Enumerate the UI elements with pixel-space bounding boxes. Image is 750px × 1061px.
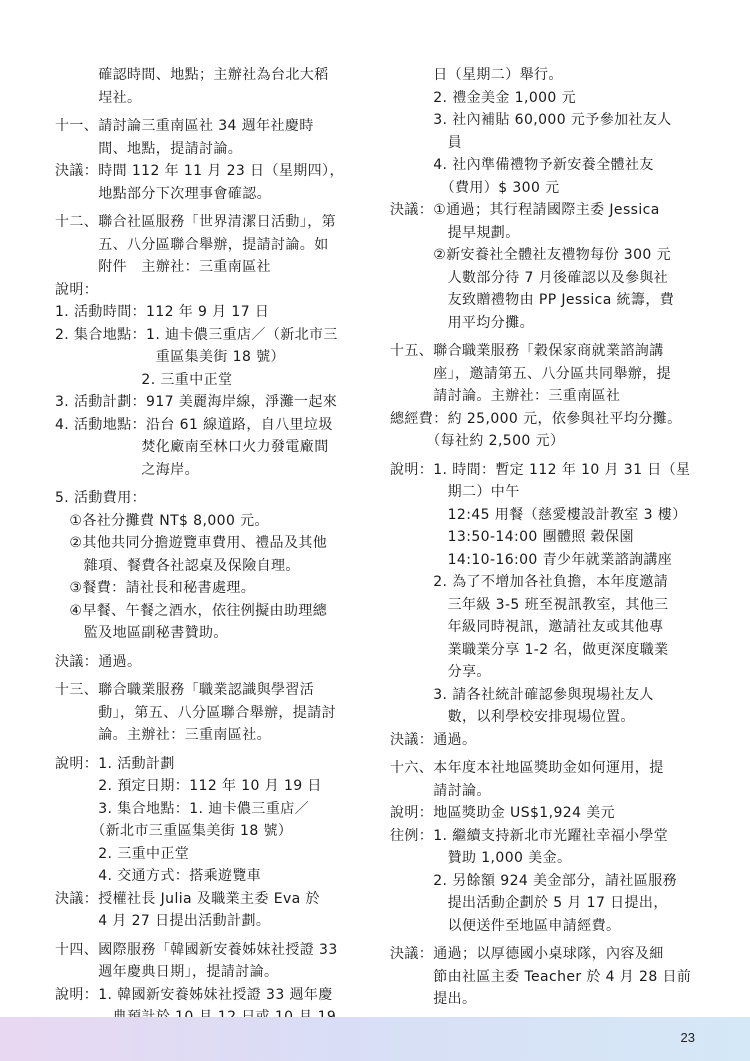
right-text-line: 以便送件至地區申請經費。 xyxy=(390,917,621,934)
right-text-line: ②新安養社全體社友禮物每份 300 元 xyxy=(390,247,671,263)
left-text-line: 4. 活動地點：沿台 61 線道路，自八里垃圾 xyxy=(55,416,333,433)
right-text-line: 提出活動企劃於 5 月 17 日提出， xyxy=(390,895,668,911)
right-text-line: 三年級 3-5 班至視訊教室，其他三 xyxy=(390,596,669,613)
right-text-line: 決議：通過。 xyxy=(390,731,477,748)
left-text-line: 說明：1. 韓國新安養姊妹社授證 33 週年慶 xyxy=(55,986,333,1003)
left-text-line: 論。主辦社：三重南區社。 xyxy=(55,727,271,743)
right-text-line: 期二）中午 xyxy=(390,484,520,500)
left-text-line: ①各社分攤費 NT$ 8,000 元。 xyxy=(55,512,269,529)
left-text-line: 4. 交通方式：搭乘遊覽車 xyxy=(55,868,262,884)
right-text-line: 4. 社內準備禮物予新安養全體社友 xyxy=(390,157,654,173)
right-text-line: 總經費：約 25,000 元，依參與社平均分攤。 xyxy=(390,410,682,427)
right-text-line: 數，以利學校安排現場位置。 xyxy=(390,709,635,725)
left-text-line: 1. 活動時間：112 年 9 月 17 日 xyxy=(55,304,270,320)
left-text-line: ④早餐、午餐之酒水，依往例擬由助理總 xyxy=(55,602,328,619)
left-text-line: 5. 活動費用： xyxy=(55,490,147,506)
right-text-line: 年級同時視訊，邀請社友或其他專 xyxy=(390,619,664,635)
right-text-line: 十五、聯合職業服務「穀保家商就業諮詢講 xyxy=(390,343,664,359)
left-text-line: （新北市三重區集美街 18 號） xyxy=(55,823,293,839)
right-text-line: 往例：1. 繼續支持新北市光躍社幸福小學堂 xyxy=(390,827,669,844)
left-text-line: 3. 集合地點：1. 迪卡儂三重店／ xyxy=(55,800,310,817)
left-text-line: 重區集美街 18 號） xyxy=(55,349,285,365)
left-column xyxy=(55,64,370,1029)
left-text-line: 十三、聯合職業服務「職業認識與學習活 xyxy=(55,682,315,698)
left-text-line: 4 月 27 日提出活動計劃。 xyxy=(55,913,271,929)
left-text-line: ②其他共同分擔遊覽車費用、禮品及其他 xyxy=(55,535,328,551)
left-text-line: 雜項、餐費各社認桌及保險自理。 xyxy=(55,557,300,574)
left-text-line: 說明： xyxy=(55,281,99,298)
left-text-line: 間、地點，提請討論。 xyxy=(55,140,243,157)
right-text-line: 用平均分攤。 xyxy=(390,314,534,331)
right-text-line: 決議：通過；以厚德國小桌球隊，內容及細 xyxy=(390,946,664,962)
footer-band xyxy=(0,1017,750,1061)
left-text-line: 決議：授權社長 Julia 及職業主委 Eva 於 xyxy=(55,890,320,907)
left-text-line: 週年慶典日期」，提請討論。 xyxy=(55,964,279,980)
left-text-line: 決議：通過。 xyxy=(55,653,142,670)
left-text-line: 2. 預定日期：112 年 10 月 19 日 xyxy=(55,778,322,794)
right-text-line: 14:10-16:00 青少年就業諮詢講座 xyxy=(390,551,673,568)
left-text-line: 說明：1. 活動計劃 xyxy=(55,755,175,772)
left-text-line: 附件 主辦社：三重南區社 xyxy=(55,259,271,275)
right-text-line: 2. 禮金美金 1,000 元 xyxy=(390,89,576,106)
right-text-line: 12:45 用餐（慈愛樓設計教室 3 樓） xyxy=(390,506,687,523)
right-text-line: 日（星期二）舉行。 xyxy=(390,67,563,83)
left-text-line: 2. 集合地點：1. 迪卡儂三重店／（新北市三 xyxy=(55,326,338,343)
right-text-line: 說明：地區獎助金 US$1,924 美元 xyxy=(390,805,616,821)
left-text-line: 2. 三重中正堂 xyxy=(55,371,233,388)
page-number: 23 xyxy=(680,1030,695,1045)
right-text-line: 座」，邀請第五、八分區共同舉辦，提 xyxy=(390,365,671,382)
right-text-line: 2. 為了不增加各社負擔，本年度邀請 xyxy=(390,574,669,590)
left-text-line: 焚化廠南至林口火力發電廠間 xyxy=(55,439,329,455)
right-text-line: 員 xyxy=(390,134,462,151)
left-text-line: ③餐費：請社長和秘書處理。 xyxy=(55,580,256,596)
right-text-line: （每社約 2,500 元） xyxy=(390,433,565,449)
left-text-line: 五、八分區聯合舉辦，提請討論。如 xyxy=(55,236,329,253)
right-text-line: 人數部分待 7 月後確認以及參與社 xyxy=(390,269,669,286)
right-text-line: 3. 請各社統計確認參與現場社友人 xyxy=(390,686,654,703)
left-text-line: 十一、請討論三重南區社 34 週年社慶時 xyxy=(55,118,314,134)
right-text-line: 13:50-14:00 團體照 穀保園 xyxy=(390,529,634,545)
right-text-line: 提出。 xyxy=(390,991,477,1007)
right-text-line: 決議：①通過；其行程請國際主委 Jessica xyxy=(390,202,660,218)
left-text-line: 2. 三重中正堂 xyxy=(55,845,190,862)
left-text-line: 3. 活動計劃：917 美麗海岸線，淨灘一起來 xyxy=(55,394,338,410)
left-text-line: 動」，第五、八分區聯合舉辦，提請討 xyxy=(55,704,336,721)
right-text-line: 提早規劃。 xyxy=(390,224,520,241)
right-text-line: 3. 社內補貼 60,000 元予參加社友人 xyxy=(390,112,672,128)
left-text-line: 監及地區副秘書贊助。 xyxy=(55,625,228,641)
right-text-line: 十六、本年度本社地區獎助金如何運用，提 xyxy=(390,760,664,776)
left-text-line: 之海岸。 xyxy=(55,461,199,478)
right-text-line: 2. 另餘額 924 美金部分，請社區服務 xyxy=(390,872,678,889)
right-text-line: 請討論。 xyxy=(390,782,491,799)
left-text-line: 確認時間、地點；主辦社為台北大稻 xyxy=(55,67,329,83)
left-text-line: 十二、聯合社區服務「世界清潔日活動」，第 xyxy=(55,214,336,230)
left-text-line: 地點部分下次理事會確認。 xyxy=(55,185,271,202)
right-text-line: 節由社區主委 Teacher 於 4 月 28 日前 xyxy=(390,968,692,985)
left-text-line: 決議：時間 112 年 11 月 23 日（星期四）， xyxy=(55,163,344,179)
right-text-line: 請討論。主辦社：三重南區社 xyxy=(390,388,621,404)
right-text-line: 分享。 xyxy=(390,664,491,680)
right-text-line: （費用）$ 300 元 xyxy=(390,179,560,196)
left-text-line: 十四、國際服務「韓國新安養姊妹社授證 33 xyxy=(55,941,338,958)
right-column xyxy=(390,64,702,1011)
right-text-line: 說明：1. 時間：暫定 112 年 10 月 31 日（星 xyxy=(390,461,691,478)
right-text-line: 友致贈禮物由 PP Jessica 統籌，費 xyxy=(390,292,675,308)
right-text-line: 業職業分享 1-2 名，做更深度職業 xyxy=(390,641,669,658)
right-text-line: 贊助 1,000 美金。 xyxy=(390,850,572,866)
left-text-line: 埕社。 xyxy=(55,89,142,106)
